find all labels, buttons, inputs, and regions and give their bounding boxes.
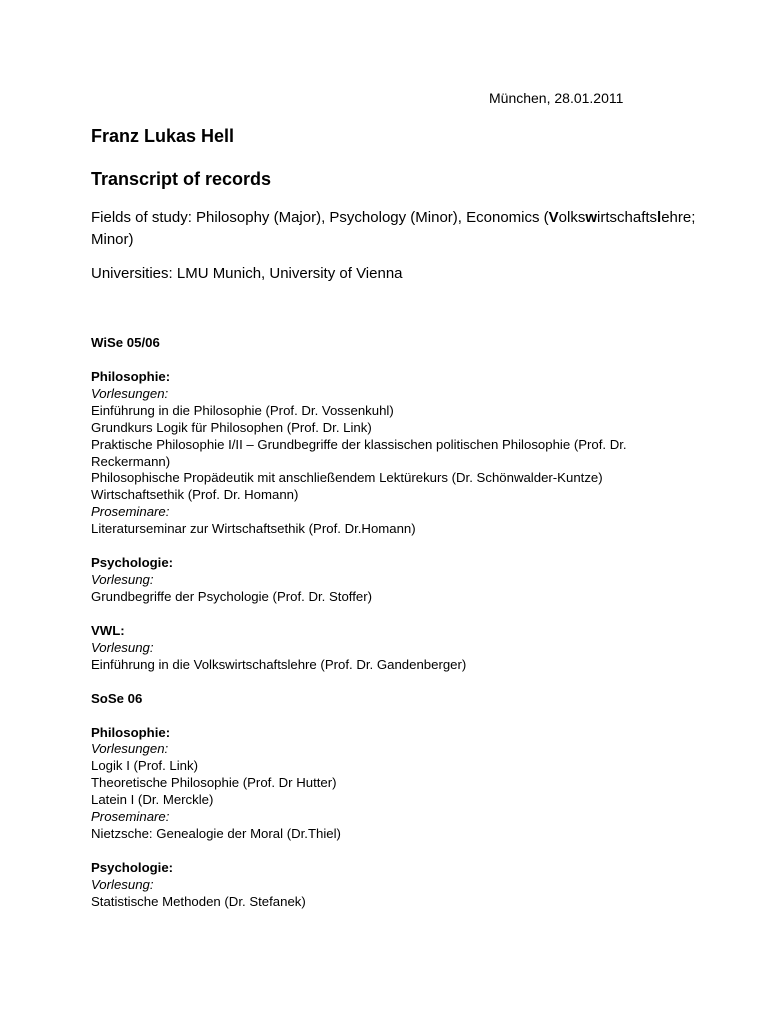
subject-heading: Philosophie: [91,369,171,384]
course-category: Vorlesung: [91,876,154,892]
course-entry: Einführung in die Philosophie (Prof. Dr. Vossenkuhl) [91,402,394,418]
course-category: Proseminare: [91,809,170,825]
fields-part-olks: olks [558,209,586,226]
universities: Universities: LMU Munich, University of Vienna [91,265,403,282]
document-date: München, 28.01.2011 [489,90,624,106]
subject-heading: VWL: [91,622,125,638]
fields-suffix: ehre; Minor) [91,209,696,248]
course-entry: Einführung in die Volkswirtschaftslehre (Prof. Dr. Gandenberger) [91,656,467,672]
fields-initial-w: w [585,209,598,226]
fields-initial-v: V [548,209,559,226]
records-list [91,335,691,911]
student-name: Franz Lukas Hell [91,126,235,146]
fields-part-irtschafts: irtschafts [597,209,658,226]
term-heading: WiSe 05/06 [91,335,160,350]
course-entry: Grundbegriffe der Psychologie (Prof. Dr. Stoffer) [91,588,372,604]
subject-heading: Psychologie: [91,555,174,571]
course-category: Vorlesung: [91,639,154,655]
fields-initial-l: l [657,209,662,226]
course-entry: Theoretische Philosophie (Prof. Dr Hutter) [91,775,337,791]
fields-of-study [91,207,731,251]
course-entry: Nietzsche: Genealogie der Moral (Dr.Thiel) [91,825,341,841]
course-entry: Logik I (Prof. Link) [91,758,199,774]
course-entry: Grundkurs Logik für Philosophen (Prof. Dr. Link) [91,419,372,435]
course-entry: Statistische Methoden (Dr. Stefanek) [91,893,306,909]
course-category: Vorlesungen: [91,385,169,401]
subject-heading: Psychologie: [91,859,174,875]
course-category: Vorlesungen: [91,741,169,757]
course-entry: Wirtschaftsethik (Prof. Dr. Homann) [91,487,299,503]
course-entry: Latein I (Dr. Merckle) [91,792,214,808]
fields-of-study-text: Fields of study: Philosophy (Major), Psychology (Minor), Economics ( [91,209,549,226]
course-entry: Literaturseminar zur Wirtschaftsethik (Prof. Dr.Homann) [91,521,416,537]
course-category: Vorlesung: [91,571,154,587]
document-title: Transcript of records [91,169,272,189]
term-heading: SoSe 06 [91,690,143,706]
course-entry: Praktische Philosophie I/II – Grundbegriffe der klassischen politischen Philosophie (Prof. Dr. Reckermann) [91,436,627,469]
course-entry: Philosophische Propädeutik mit anschließendem Lektürekurs (Dr. Schönwalder-Kuntze) [91,470,603,486]
course-category: Proseminare: [91,504,170,520]
subject-heading: Philosophie: [91,724,171,740]
